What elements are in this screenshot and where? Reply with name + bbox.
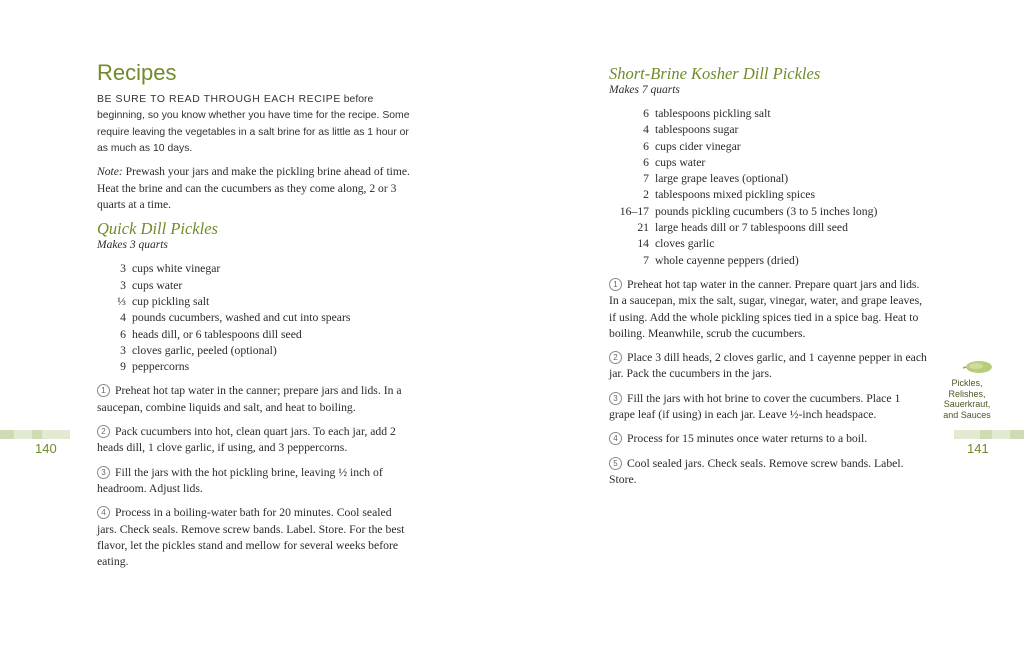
ingredient-row — [609, 204, 927, 220]
step-list — [97, 383, 412, 570]
step-text: Pack cucumbers into hot, clean quart jars. To each jar, add 2 heads dill, 1 clove garlic, if using, and 3 peppercorns. — [97, 425, 396, 455]
ingredient-list — [609, 106, 927, 269]
ingredient-quantity: 7 — [643, 172, 649, 186]
recipe-title-quick-dill: Quick Dill Pickles — [97, 219, 218, 239]
page-number: 141 — [967, 441, 989, 456]
step-paragraph — [609, 456, 927, 489]
ingredient-quantity: 3 — [120, 278, 126, 292]
ingredient-row — [97, 261, 412, 277]
ingredient-item: cloves garlic — [655, 237, 715, 251]
ingredient-row — [97, 278, 412, 294]
step-paragraph — [97, 465, 412, 498]
intro-text: before beginning, so you know whether you have time for the recipe. Some require leaving the vegetables in a salt brine for as little as 1 hour or as much as 10 days. — [97, 94, 410, 154]
left-column — [97, 60, 412, 578]
ingredient-row — [97, 327, 412, 343]
step-list — [609, 277, 927, 488]
ingredient-quantity: 2 — [643, 188, 649, 202]
step-number-badge: 4 — [609, 432, 622, 445]
ingredient-item: cups white vinegar — [132, 262, 221, 276]
ingredient-quantity: 6 — [120, 327, 126, 341]
ingredient-item: pounds cucumbers, washed and cut into spears — [132, 311, 351, 325]
step-text: Fill the jars with hot brine to cover the cucumbers. Place 1 grape leaf (if using) in each jar. Leave ½-inch headspace. — [609, 391, 901, 422]
step-number-badge: 3 — [609, 392, 622, 405]
ingredient-item: tablespoons mixed pickling spices — [655, 188, 816, 202]
step-text: Cool sealed jars. Check seals. Remove screw bands. Label. Store. — [609, 456, 904, 486]
ingredient-quantity: 6 — [643, 139, 649, 153]
ingredient-list — [97, 261, 412, 375]
ingredient-item: cups water — [132, 278, 183, 292]
chapter-tab-label — [935, 378, 999, 420]
note-text: Prewash your jars and make the pickling brine ahead of time. Heat the brine and can the cucumbers as they come along, 2 or 3 quarts at a time. — [97, 165, 410, 211]
right-column — [609, 64, 927, 496]
ingredient-item: large heads dill or 7 tablespoons dill seed — [655, 221, 848, 235]
ingredient-item: cloves garlic, peeled (optional) — [132, 343, 277, 357]
ingredient-quantity: 21 — [637, 221, 649, 235]
ingredient-row — [609, 187, 927, 203]
step-paragraph — [609, 350, 927, 383]
step-paragraph — [97, 383, 412, 416]
ingredient-row — [609, 106, 927, 122]
ingredient-quantity: 16–17 — [619, 204, 649, 218]
pickle-icon — [963, 359, 993, 375]
ingredient-quantity: 6 — [643, 107, 649, 120]
step-number-badge: 1 — [97, 384, 110, 397]
step-paragraph — [97, 505, 412, 570]
page-edge-band — [954, 426, 1024, 435]
ingredient-item: whole cayenne peppers (dried) — [655, 253, 799, 267]
ingredient-quantity: 6 — [643, 155, 649, 169]
step-text: Process for 15 minutes once water returns to a boil. — [627, 432, 868, 446]
ingredient-quantity: 3 — [120, 262, 126, 276]
ingredient-row — [609, 236, 927, 252]
ingredient-quantity: 4 — [643, 123, 649, 137]
ingredient-row — [609, 155, 927, 171]
step-text: Process in a boiling-water bath for 20 minutes. Cool sealed jars. Check seals. Remove screw bands. Label. Store. For the best flavor, let the pickles stand and mellow for several weeks before eating. — [97, 506, 405, 569]
step-paragraph — [97, 424, 412, 457]
note-paragraph — [97, 164, 412, 213]
recipe-yield: Makes 3 quarts — [97, 239, 168, 252]
step-number-badge: 3 — [97, 466, 110, 479]
step-number-badge: 2 — [97, 425, 110, 438]
step-text: Fill the jars with the hot pickling brine, leaving ½ inch of headroom. Adjust lids. — [97, 465, 383, 495]
section-title: Recipes — [97, 60, 177, 85]
step-number-badge: 5 — [609, 457, 622, 470]
ingredient-quantity: 4 — [120, 311, 126, 325]
step-text: Place 3 dill heads, 2 cloves garlic, and 1 cayenne pepper in each jar. Pack the cucumbers in the jars. — [609, 351, 927, 381]
recipe-title-short-brine: Short-Brine Kosher Dill Pickles — [609, 64, 821, 83]
ingredient-quantity: 14 — [637, 237, 649, 251]
ingredient-row — [609, 171, 927, 187]
ingredient-item: tablespoons pickling salt — [655, 107, 771, 120]
ingredient-quantity: 9 — [120, 360, 126, 374]
ingredient-row — [609, 139, 927, 155]
note-label: Note: — [97, 165, 123, 179]
ingredient-quantity: 3 — [120, 343, 126, 357]
step-number-badge: 2 — [609, 351, 622, 364]
ingredient-row — [97, 294, 412, 310]
right-page — [512, 0, 1024, 658]
page-number: 140 — [35, 441, 57, 456]
ingredient-item: heads dill, or 6 tablespoons dill seed — [132, 327, 302, 341]
chapter-tab-line: and Sauces — [943, 409, 991, 420]
recipe-yield: Makes 7 quarts — [609, 84, 680, 96]
ingredient-item: cups water — [655, 155, 706, 169]
intro-caps: BE SURE TO READ THROUGH EACH RECIPE — [97, 94, 341, 105]
step-paragraph — [609, 391, 927, 424]
ingredient-row — [609, 253, 927, 269]
ingredient-row — [97, 343, 412, 359]
intro-paragraph — [97, 92, 412, 157]
ingredient-row — [97, 359, 412, 375]
ingredient-item: peppercorns — [132, 360, 190, 374]
step-text: Preheat hot tap water in the canner; prepare jars and lids. In a saucepan, combine liquids and salt, and heat to boiling. — [97, 384, 402, 414]
ingredient-item: large grape leaves (optional) — [655, 172, 789, 186]
ingredient-item: pounds pickling cucumbers (3 to 5 inches long) — [655, 204, 878, 218]
step-paragraph — [609, 277, 927, 342]
step-text: Preheat hot tap water in the canner. Prepare quart jars and lids. In a saucepan, mix the salt, sugar, vinegar, water, and grape leaves, if using. Add the whole pickling spices tied in a spice bag. Heat to boiling. Meanwhile, scrub the cucumbers. — [609, 277, 923, 340]
step-number-badge: 1 — [609, 278, 622, 291]
ingredient-row — [97, 310, 412, 326]
chapter-tab-line: Sauerkraut, — [943, 399, 991, 409]
ingredient-row — [609, 220, 927, 236]
ingredient-item: cups cider vinegar — [655, 139, 741, 153]
ingredient-item: tablespoons sugar — [655, 123, 739, 137]
page-edge-band — [0, 426, 70, 435]
chapter-tab-line: Pickles, — [951, 378, 983, 388]
ingredient-quantity: 7 — [643, 253, 649, 267]
ingredient-item: cup pickling salt — [132, 295, 210, 308]
step-number-badge: 4 — [97, 506, 110, 519]
chapter-tab-line: Relishes, — [948, 388, 986, 399]
ingredient-row — [609, 122, 927, 138]
ingredient-quantity: ⅓ — [117, 295, 126, 308]
step-paragraph — [609, 431, 927, 447]
